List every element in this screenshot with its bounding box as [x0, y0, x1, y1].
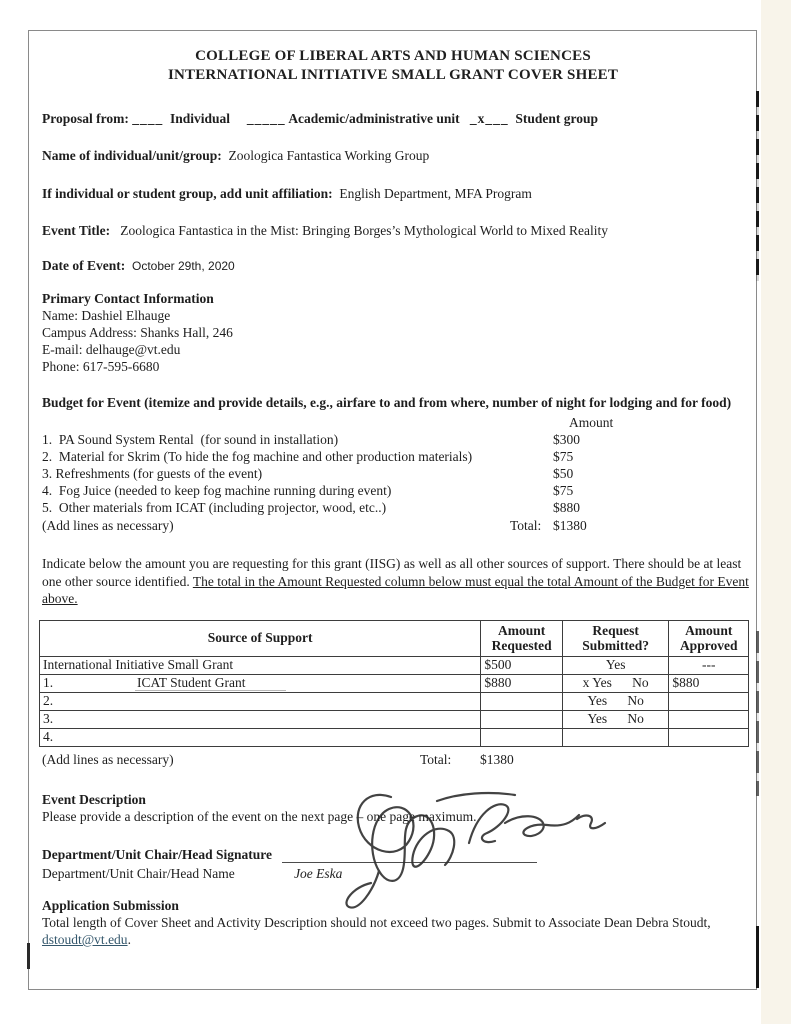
- source-line-number: 1.: [43, 675, 54, 690]
- event-date-value: October 29th, 2020: [131, 259, 235, 273]
- student-group-checkbox-marked: _x___: [469, 111, 509, 126]
- cell-amount-requested: [481, 728, 563, 746]
- source-line-number: 3.: [43, 711, 54, 726]
- budget-section-heading: Budget for Event (itemize and provide details, e.g., airfare to and from where, number of night for lodging and for food): [42, 395, 732, 410]
- support-total-value: $1380: [480, 751, 514, 767]
- cell-amount-requested: $880: [481, 674, 563, 692]
- contact-phone-line: Phone: 617-595-6680: [42, 359, 160, 374]
- budget-item-text: 4. Fog Juice (needed to keep fog machine running during event): [42, 483, 392, 498]
- budget-item-row: [42, 499, 744, 516]
- submission-text-before-link: Total length of Cover Sheet and Activity Description should not exceed two pages. Submit to Associate Dean Debra Stoudt,: [42, 914, 711, 930]
- affiliation-label: If individual or student group, add unit affiliation:: [42, 186, 333, 201]
- cell-source: [40, 674, 481, 692]
- cell-amount-requested: $500: [481, 656, 563, 674]
- budget-total-label: Total:: [510, 518, 542, 533]
- header-request-submitted: Request Submitted?: [562, 620, 668, 656]
- group-name-row: [42, 147, 744, 164]
- cell-request-submitted: Yes No: [562, 710, 668, 728]
- scanned-page: [28, 30, 757, 990]
- support-table-total-row: [42, 751, 744, 769]
- cell-request-submitted: Yes: [562, 656, 668, 674]
- budget-item-amount: $75: [553, 449, 574, 464]
- support-table-header-row: [40, 620, 749, 656]
- budget-item-row: [42, 431, 744, 448]
- cell-source: [40, 692, 481, 710]
- affiliation-row: [42, 185, 744, 202]
- application-submission-text: [42, 914, 754, 949]
- cell-request-submitted: Yes No: [562, 692, 668, 710]
- student-group-option-label: Student group: [515, 111, 598, 126]
- cell-amount-approved: [669, 710, 749, 728]
- chair-name-label: Department/Unit Chair/Head Name: [42, 865, 235, 881]
- cell-amount-approved: ---: [669, 656, 749, 674]
- chair-signature-label: Department/Unit Chair/Head Signature: [42, 846, 272, 862]
- source-of-support-table: [39, 620, 749, 747]
- table-row: [40, 710, 749, 728]
- source-line-number: 2.: [43, 693, 54, 708]
- unit-option-label: Academic/administrative unit: [288, 111, 460, 126]
- budget-amount-column-header: Amount: [569, 415, 614, 430]
- proposal-from-row: [42, 110, 744, 127]
- primary-contact-heading: Primary Contact Information: [42, 291, 214, 306]
- chair-name-value: Joe Eska: [294, 865, 343, 881]
- scan-margin-shade: [761, 0, 791, 1024]
- source-text: ICAT Student Grant: [135, 675, 286, 691]
- proposal-from-label: Proposal from:: [42, 111, 129, 126]
- group-name-label: Name of individual/unit/group:: [42, 148, 222, 163]
- budget-item-amount: $880: [553, 500, 580, 515]
- budget-item-text: 2. Material for Skrim (To hide the fog machine and other production materials): [42, 449, 473, 464]
- event-date-label: Date of Event:: [42, 258, 126, 273]
- budget-total-value: $1380: [553, 518, 587, 533]
- event-title-label: Event Title:: [42, 223, 111, 238]
- event-description-heading: Event Description: [42, 791, 146, 807]
- contact-address-line: Campus Address: Shanks Hall, 246: [42, 325, 233, 340]
- event-description-section: [42, 791, 744, 825]
- cell-amount-approved: [669, 692, 749, 710]
- table-row: [40, 656, 749, 674]
- cell-request-submitted: x Yes No: [562, 674, 668, 692]
- budget-item-amount: $50: [553, 466, 574, 481]
- cell-source: [40, 656, 481, 674]
- submission-text-after-link: .: [127, 932, 131, 947]
- cell-source: [40, 728, 481, 746]
- budget-item-amount: $75: [553, 483, 574, 498]
- unit-checkbox-blank: _____: [246, 111, 286, 126]
- header-source-of-support: Source of Support: [40, 620, 481, 656]
- event-description-text: Please provide a description of the event on the next page – one page maximum.: [42, 808, 477, 824]
- table-row: [40, 692, 749, 710]
- application-submission-section: [42, 897, 744, 949]
- contact-email-line: E-mail: delhauge@vt.edu: [42, 342, 181, 357]
- individual-option-label: Individual: [170, 111, 231, 126]
- affiliation-value: English Department, MFA Program: [339, 186, 532, 201]
- form-content: [29, 31, 756, 989]
- request-instructions-underlined: The total in the Amount Requested column below must equal the total Amount of the Budget for Event above.: [42, 573, 749, 606]
- budget-item-text: 1. PA Sound System Rental (for sound in installation): [42, 432, 339, 447]
- budget-item-row: [42, 448, 744, 465]
- signature-line: [282, 848, 537, 863]
- support-add-lines-note: (Add lines as necessary): [42, 751, 174, 767]
- title-line-2: INTERNATIONAL INITIATIVE SMALL GRANT COVER SHEET: [167, 67, 619, 83]
- cell-request-submitted: [562, 728, 668, 746]
- cell-amount-requested: [481, 692, 563, 710]
- individual-checkbox-blank: ____: [132, 111, 164, 126]
- chair-name-row: [42, 865, 744, 882]
- budget-item-amount: $300: [553, 432, 580, 447]
- event-title-value: Zoologica Fantastica in the Mist: Bringing Borges’s Mythological World to Mixed Reality: [120, 223, 609, 238]
- table-row: [40, 674, 749, 692]
- application-submission-heading: Application Submission: [42, 897, 179, 913]
- document-title: [42, 47, 744, 85]
- cell-amount-approved: [669, 728, 749, 746]
- header-amount-requested: Amount Requested: [481, 620, 563, 656]
- submission-email-link[interactable]: dstoudt@vt.edu: [42, 932, 128, 947]
- cell-amount-requested: [481, 710, 563, 728]
- group-name-value: Zoologica Fantastica Working Group: [228, 148, 430, 163]
- request-instructions-text: Indicate below the amount you are requesting for this grant (IISG) as well as all other sources of support. There should be at least one other source identified.: [42, 556, 742, 589]
- budget-item-row: [42, 482, 744, 499]
- title-line-1: COLLEGE OF LIBERAL ARTS AND HUMAN SCIENCES: [195, 48, 591, 64]
- request-instructions: [42, 555, 750, 608]
- cell-amount-approved: $880: [669, 674, 749, 692]
- source-line-number: 4.: [43, 729, 54, 744]
- budget-add-lines-note: (Add lines as necessary): [42, 518, 174, 533]
- primary-contact-section: [42, 290, 744, 375]
- budget-total-row: [42, 517, 744, 534]
- event-title-row: [42, 222, 744, 239]
- budget-item-text: 5. Other materials from ICAT (including projector, wood, etc..): [42, 500, 387, 515]
- header-amount-approved: Amount Approved: [669, 620, 749, 656]
- table-row: [40, 728, 749, 746]
- support-total-label: Total:: [420, 751, 452, 767]
- contact-name-line: Name: Dashiel Elhauge: [42, 308, 171, 323]
- budget-item-row: [42, 465, 744, 482]
- source-text: International Initiative Small Grant: [43, 657, 234, 672]
- event-date-row: [42, 257, 744, 275]
- chair-signature-row: [42, 846, 744, 863]
- budget-item-text: 3. Refreshments (for guests of the event): [42, 466, 263, 481]
- cell-source: [40, 710, 481, 728]
